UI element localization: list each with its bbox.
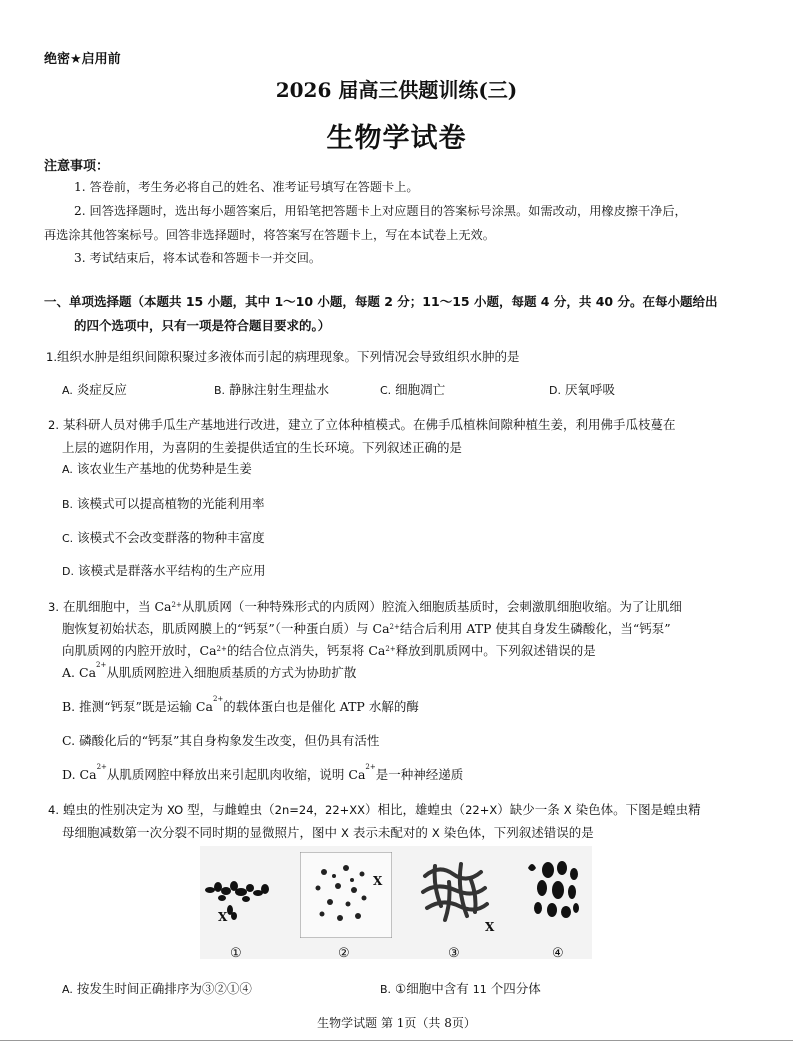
question-stem: 释放到肌质网中。下列叙述错误的是 xyxy=(395,643,596,658)
option-text: 从肌质网腔进入细胞质基质的方式为协助扩散 xyxy=(106,665,357,680)
q3-option-d[interactable] xyxy=(62,765,463,783)
question-stem: 母细胞减数第一次分裂不同时期的显微照片，图中 xyxy=(62,825,341,840)
q1-option-d[interactable] xyxy=(549,380,615,398)
question-stem: 结合后利用 ATP 使其自身发生磷酸化，当“钙泵” xyxy=(399,621,671,636)
ion-charge: 2+ xyxy=(171,601,182,609)
question-stem: 表示未配对的 xyxy=(348,825,432,840)
option-text: 该农业生产基地的优势种是生姜 xyxy=(76,461,252,476)
question-stem: 从肌质网（一种特殊形式的内质网）腔流入细胞质基质时，会刺激肌细胞收缩。为了让肌细 xyxy=(181,599,682,614)
ion-symbol: Ca xyxy=(199,643,217,658)
q3-option-c[interactable] xyxy=(62,731,379,749)
option-text: 该模式不会改变群落的物种丰富度 xyxy=(77,530,265,545)
option-text: 静脉注射生理盐水 xyxy=(229,382,330,397)
q1-option-a[interactable] xyxy=(62,380,127,398)
option-text: 是一种神经递质 xyxy=(375,767,464,782)
q4-option-a[interactable] xyxy=(62,979,252,997)
ion-charge: 2+ xyxy=(212,695,224,703)
question-stem: 型，与雌蝗虫（ xyxy=(183,802,275,817)
ion-charge: 2+ xyxy=(96,763,107,771)
ion-symbol: Ca xyxy=(79,767,97,782)
q2-option-a[interactable] xyxy=(62,459,252,477)
option-letter: B. xyxy=(62,498,74,511)
question-stem: ）相比，雄蝗虫（ xyxy=(365,802,466,817)
option-text: 按发生时间正确排序为③②①④ xyxy=(76,981,252,996)
ion-charge: 2+ xyxy=(365,763,376,771)
question-number: 4. xyxy=(48,803,59,817)
option-letter: D. xyxy=(62,565,74,578)
question-3 xyxy=(48,596,682,618)
notes-heading: 注意事项： xyxy=(44,159,110,174)
question-2 xyxy=(48,414,675,436)
panel-label-4: ④ xyxy=(552,946,564,961)
ion-charge: 2+ xyxy=(385,645,396,653)
option-letter: C. xyxy=(62,733,76,748)
question-stem-cont xyxy=(62,822,594,844)
question-stem: 染色体。下图是蝗虫精 xyxy=(571,802,701,817)
question-number: 1. xyxy=(46,350,57,364)
question-stem: ）缺少一条 xyxy=(497,802,564,817)
term: X xyxy=(340,826,349,840)
option-text: 细胞中含有 xyxy=(406,981,473,996)
term: 2n=24，22+XX xyxy=(274,803,366,817)
q3-option-b[interactable] xyxy=(62,697,419,715)
q4-option-b[interactable] xyxy=(380,979,541,997)
page-footer: 生物学试题 第 1页（共 8页） xyxy=(317,1016,476,1030)
micrograph-panel-1 xyxy=(200,846,285,946)
option-text: 细胞凋亡 xyxy=(395,382,446,397)
question-number: 2. xyxy=(48,418,59,432)
ion-symbol: Ca xyxy=(154,599,172,614)
question-stem: 组织水肿是组织间隙积聚过多液体而引起的病理现象。下列情况会导致组织水肿的是 xyxy=(56,349,520,364)
panel-label-2: ② xyxy=(338,946,350,961)
option-text: 炎症反应 xyxy=(76,382,127,397)
option-text: 该模式可以提高植物的光能利用率 xyxy=(77,496,265,511)
q2-option-b[interactable] xyxy=(62,494,265,512)
ion-symbol: Ca xyxy=(79,665,97,680)
option-letter: B. xyxy=(214,384,226,397)
option-letter: D. xyxy=(62,767,76,782)
question-stem: 蝗虫的性别决定为 xyxy=(62,802,167,817)
ion-symbol: Ca xyxy=(195,699,213,714)
footer-divider xyxy=(0,1040,793,1041)
micrograph-panel-4 xyxy=(518,846,590,946)
micrograph-figure xyxy=(200,846,592,959)
note-item: 再选涂其他答案标号。回答非选择题时，将答案写在答题卡上，写在本试卷上无效。 xyxy=(44,228,495,242)
panel-label-1: ① xyxy=(230,946,242,961)
option-letter: A. xyxy=(62,983,73,996)
question-stem: 的结合位点消失，钙泵将 xyxy=(226,643,369,658)
question-stem: 染色体，下列叙述错误的是 xyxy=(439,825,594,840)
question-stem: 在肌细胞中，当 xyxy=(62,599,155,614)
q2-option-c[interactable] xyxy=(62,528,265,546)
question-stem: 胞恢复初始状态，肌质网膜上的“钙泵”（一种蛋白质）与 xyxy=(62,621,373,636)
term: X xyxy=(431,826,440,840)
option-text: ① xyxy=(395,981,407,996)
option-letter: C. xyxy=(62,532,74,545)
option-text: 从肌质网腔中释放出来引起肌肉收缩，说明 xyxy=(106,767,349,782)
option-number: 11 xyxy=(472,983,487,996)
section-heading: 一、单项选择题（本题共 15 小题，其中 1～10 小题，每题 2 分；11～15 小题，每题 4 分，共 40 分。在每小题给出 xyxy=(44,294,718,309)
ion-charge: 2+ xyxy=(216,645,227,653)
question-number: 3. xyxy=(48,600,59,614)
micrograph-panel-2 xyxy=(300,852,392,938)
option-letter: A. xyxy=(62,384,73,397)
unpaired-x-label: X xyxy=(373,874,383,888)
option-letter: A. xyxy=(62,463,73,476)
question-stem-cont xyxy=(62,618,671,640)
subject-title: 生物学试卷 xyxy=(326,123,467,154)
q3-option-a[interactable] xyxy=(62,663,356,681)
option-text: 磷酸化后的“钙泵”其自身构象发生改变，但仍具有活性 xyxy=(79,733,380,748)
question-stem: 某科研人员对佛手瓜生产基地进行改进，建立了立体种植模式。在佛手瓜植株间隙种植生姜，利用佛手瓜枝蔓在 xyxy=(62,417,676,432)
ion-symbol: Ca xyxy=(372,621,390,636)
option-letter: A. xyxy=(62,665,76,680)
question-stem-cont xyxy=(62,640,596,662)
exam-title: 2026 届高三供题训练(三) xyxy=(275,78,518,102)
term: X xyxy=(563,803,572,817)
unpaired-x-label: X xyxy=(218,910,228,924)
option-text: 的载体蛋白也是催化 ATP 水解的酶 xyxy=(223,699,419,714)
option-letter: D. xyxy=(549,384,561,397)
term: XO xyxy=(166,803,184,817)
q1-option-c[interactable] xyxy=(380,380,445,398)
section-heading-cont: 的四个选项中，只有一项是符合题目要求的。） xyxy=(74,318,331,333)
option-letter: C. xyxy=(380,384,392,397)
question-stem: 向肌质网的内腔开放时， xyxy=(62,643,200,658)
option-letter: B. xyxy=(62,699,76,714)
ion-symbol: Ca xyxy=(348,767,366,782)
note-item: 3. 考试结束后，将本试卷和答题卡一并交回。 xyxy=(74,251,322,265)
panel-label-3: ③ xyxy=(448,946,460,961)
confidential-label: 绝密★启用前 xyxy=(44,52,121,67)
option-text: 该模式是群落水平结构的生产应用 xyxy=(77,563,266,578)
term: 22+X xyxy=(465,803,498,817)
question-4 xyxy=(48,799,701,821)
ion-charge: 2+ xyxy=(96,661,107,669)
option-text: 个四分体 xyxy=(486,981,541,996)
option-text: 厌氧呼吸 xyxy=(564,382,615,397)
question-1 xyxy=(46,346,520,368)
note-item: 2. 回答选择题时，选出每小题答案后，用铅笔把答题卡上对应题目的答案标号涂黑。如需改动，用橡皮擦干净后， xyxy=(74,204,687,218)
q2-option-d[interactable] xyxy=(62,561,265,579)
ion-symbol: Ca xyxy=(368,643,386,658)
q1-option-b[interactable] xyxy=(214,380,329,398)
question-stem-cont: 上层的遮阴作用，为喜阴的生姜提供适宜的生长环境。下列叙述正确的是 xyxy=(62,440,463,455)
option-letter: B. xyxy=(380,983,392,996)
note-item: 1. 答卷前，考生务必将自己的姓名、准考证号填写在答题卡上。 xyxy=(74,180,419,194)
option-text: 推测“钙泵”既是运输 xyxy=(79,699,196,714)
ion-charge: 2+ xyxy=(389,623,400,631)
unpaired-x-label: X xyxy=(485,920,495,934)
